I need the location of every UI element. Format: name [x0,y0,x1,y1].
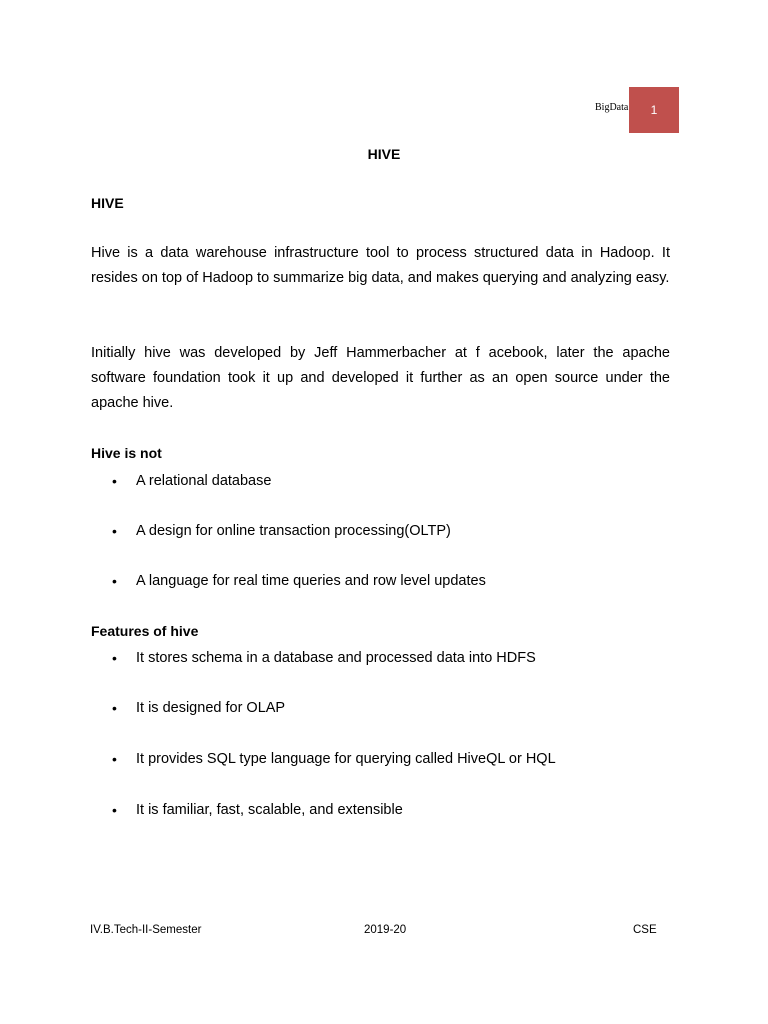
list-item: • A design for online transaction processing(OLTP) [91,522,451,540]
list-item: • It is familiar, fast, scalable, and extensible [91,801,403,819]
footer-left: IV.B.Tech-II-Semester [90,924,202,936]
list-item: • It provides SQL type language for querying called HiveQL or HQL [91,750,556,768]
document-title: HIVE [367,146,401,162]
features-heading: Features of hive [91,623,199,639]
list-item: • A relational database [91,472,271,490]
list-item: • It stores schema in a database and processed data into HDFS [91,649,536,667]
header-label: BigData [595,102,629,113]
footer-center: 2019-20 [364,924,407,936]
paragraph-history: Initially hive was developed by Jeff Hammerbacher at f acebook, later the apache software foundation took it up and developed it further as an open source under the apache hive. [91,345,670,411]
page-number: 1 [650,103,658,117]
list-item: • A language for real time queries and row level updates [91,572,486,590]
section-heading: HIVE [91,195,124,211]
paragraph-intro: Hive is a data warehouse infrastructure tool to process structured data in Hadoop. It resides on top of Hadoop to summarize big data, and makes querying and analyzing easy. [91,245,670,286]
list-item: • It is designed for OLAP [91,699,285,717]
hive-is-not-heading: Hive is not [91,445,162,461]
page-number-badge [629,87,679,133]
footer-right: CSE [633,924,657,936]
